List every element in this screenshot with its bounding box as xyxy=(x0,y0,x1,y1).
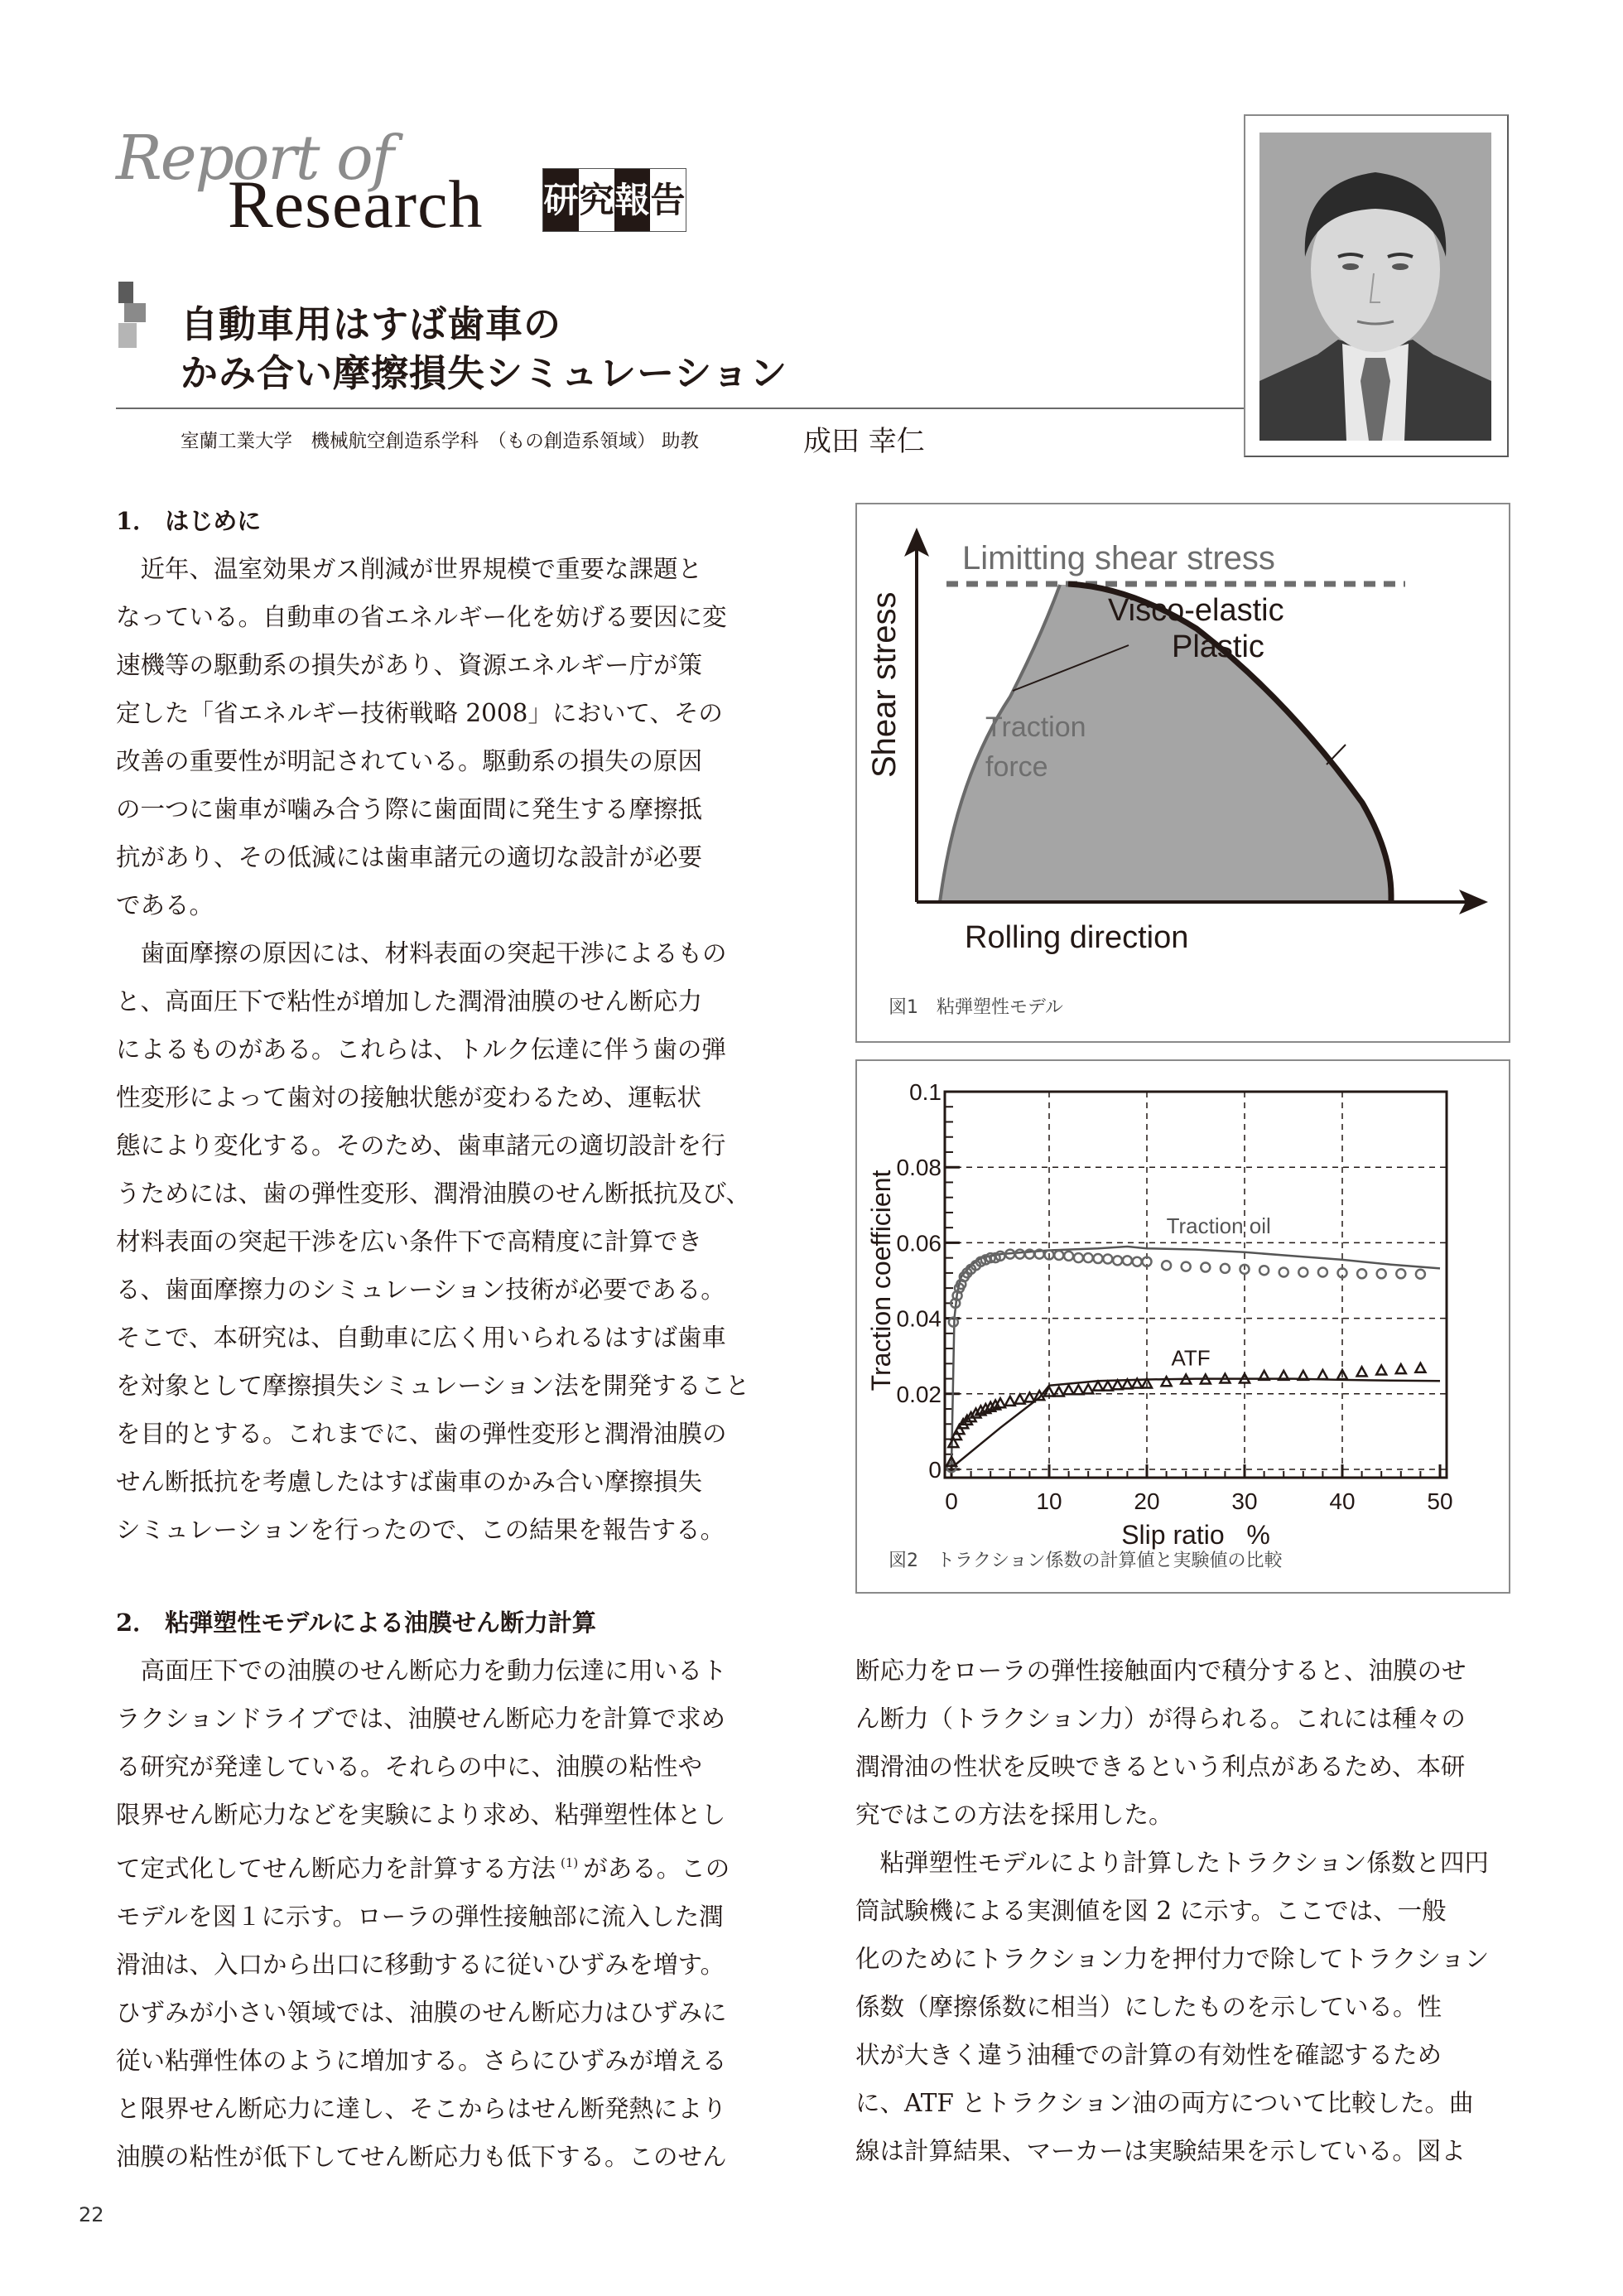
chart-ticks xyxy=(945,1092,1440,1478)
body-line: せん断抵抗を考慮したはすば歯車のかみ合い摩擦損失 xyxy=(116,1468,703,1496)
right-column-section-2 xyxy=(855,1647,1489,2175)
body-text: て定式化してせん断応力を計算する方法 xyxy=(116,1855,556,1883)
data-point-circle xyxy=(1298,1267,1308,1276)
figure-1-diagram xyxy=(857,504,1509,1041)
body-line: ん断力（トラクション力）が得られる。これには種々の xyxy=(855,1705,1466,1733)
body-line: 油膜の粘性が低下してせん断応力も低下する。このせん xyxy=(116,2143,727,2171)
body-text: がある。この xyxy=(583,1855,730,1883)
body-line: 粘弾塑性モデルにより計算したトラクション係数と四円 xyxy=(855,1849,1489,1877)
data-point-circle xyxy=(1133,1257,1142,1266)
plot-frame xyxy=(945,1092,1447,1478)
x-tick-label: 30 xyxy=(1231,1488,1258,1514)
title-line: かみ合い摩擦損失シミュレーション xyxy=(181,351,788,395)
body-line: 改善の重要性が明記されている。駆動系の損失の原因 xyxy=(116,747,703,775)
body-line: 速機等の駆動系の損失があり、資源エネルギー庁が策 xyxy=(116,651,703,679)
left-column-section-2 xyxy=(116,1599,730,2181)
left-column-section-1 xyxy=(116,497,750,1554)
y-tick-label: 0.1 xyxy=(909,1079,942,1105)
page-number: 22 xyxy=(79,2203,104,2226)
y-tick-label: 0.08 xyxy=(896,1155,942,1181)
article-title xyxy=(181,300,787,398)
data-point-circle xyxy=(1162,1261,1171,1270)
badge-char: 報 xyxy=(614,169,650,231)
data-point-circle xyxy=(1054,1251,1063,1260)
body-line: 高面圧下での油膜のせん断応力を動力伝達に用いるト xyxy=(116,1657,727,1685)
author-name: 成田 幸仁 xyxy=(803,425,925,458)
badge-char: 告 xyxy=(650,169,686,231)
body-line: うためには、歯の弾性変形、潤滑油膜のせん断抵抗及び、 xyxy=(116,1179,750,1208)
chart-grid xyxy=(945,1092,1447,1478)
figure-1 xyxy=(855,503,1510,1043)
research-logo-text: Research xyxy=(228,166,484,242)
series-line-atf-calculation- xyxy=(951,1379,1440,1466)
badge-char: 研 xyxy=(543,169,579,231)
data-point-triangle xyxy=(1357,1367,1367,1376)
kenkyu-hokoku-badge xyxy=(542,168,686,232)
section-2-body xyxy=(116,1647,730,1839)
body-line: そこで、本研究は、自動車に広く用いられるはすば歯車 xyxy=(116,1324,726,1352)
visco-elastic-label: Visco-elastic xyxy=(1108,593,1284,628)
body-line: 態により変化する。そのため、歯車諸元の適切設計を行 xyxy=(116,1131,726,1160)
data-point-triangle xyxy=(1083,1384,1093,1393)
data-point-circle xyxy=(1259,1266,1269,1275)
y-tick-label: 0.04 xyxy=(896,1305,942,1332)
y-tick-label: 0.02 xyxy=(896,1381,942,1407)
y-axis-label: Traction coefficient xyxy=(866,1170,896,1392)
y-tick-label: 0.06 xyxy=(896,1230,942,1257)
author-portrait-image xyxy=(1259,133,1491,441)
x-tick-label: 0 xyxy=(945,1488,958,1514)
body-line: 定した「省エネルギー技術戦略 2008」において、その xyxy=(116,699,723,727)
traction-force-label: Traction xyxy=(985,711,1086,743)
section-heading: 1． はじめに xyxy=(116,507,262,535)
title-decoration-square xyxy=(118,323,137,348)
body-line: 近年、温室効果ガス削減が世界規模で重要な課題と xyxy=(116,555,703,583)
body-line: 限界せん断応力などを実験により求め、粘弾塑性体とし xyxy=(116,1801,726,1829)
body-line: と、高面圧下で粘性が増加した潤滑油膜のせん断応力 xyxy=(116,987,703,1015)
data-point-triangle xyxy=(1376,1366,1386,1375)
body-line: モデルを図１に示す。ローラの弾性接触部に流入した潤 xyxy=(116,1903,724,1931)
figure-1-caption: 図1 粘弾塑性モデル xyxy=(889,997,1063,1018)
body-line: 筒試験機による実測値を図 2 に示す。ここでは、一般 xyxy=(855,1897,1447,1925)
figure-2-caption: 図2 トラクション係数の計算値と実験値の比較 xyxy=(889,1551,1283,1571)
y-axis-label: Shear stress xyxy=(866,591,903,778)
body-line: 化のためにトラクション力を押付力で除してトラクション xyxy=(855,1945,1490,1973)
section-2-body-right xyxy=(855,1647,1489,2175)
plastic-leader xyxy=(1327,745,1346,765)
badge-char: 究 xyxy=(579,169,614,231)
body-line: ひずみが小さい領域では、油膜のせん断応力はひずみに xyxy=(116,1999,727,2027)
x-tick-label: 50 xyxy=(1427,1488,1453,1514)
section-1-body xyxy=(116,545,750,1554)
body-line: 滑油は、入口から出口に移動するに従いひずみを増す。 xyxy=(116,1951,725,1979)
data-point-circle xyxy=(1377,1269,1386,1278)
body-line: なっている。自動車の省エネルギー化を妨げる要因に変 xyxy=(116,603,727,631)
body-line: 状が大きく違う油種での計算の有効性を確認するため xyxy=(855,2041,1442,2069)
figure-2 xyxy=(855,1059,1510,1594)
data-point-circle xyxy=(1084,1253,1093,1262)
x-axis-label: Slip ratio % xyxy=(1121,1520,1270,1550)
body-line: 線は計算結果、マーカーは実験結果を示している。図よ xyxy=(855,2137,1466,2165)
traction-oil-annotation: Traction oil xyxy=(1166,1213,1271,1238)
data-point-circle xyxy=(1201,1263,1210,1272)
body-line: 従い粘弾性体のように増加する。さらにひずみが増える xyxy=(116,2047,727,2075)
data-point-triangle xyxy=(1073,1385,1083,1394)
data-point-circle xyxy=(1123,1256,1132,1265)
limiting-shear-stress-label: Limitting shear stress xyxy=(962,540,1275,576)
title-decoration-square xyxy=(118,282,133,303)
body-line: 係数（摩擦係数に相当）にしたものを示している。性 xyxy=(855,1993,1442,2021)
atf-annotation: ATF xyxy=(1171,1345,1211,1371)
data-point-circle xyxy=(1279,1267,1288,1276)
title-decoration-square xyxy=(124,303,146,322)
data-point-triangle xyxy=(1103,1382,1113,1391)
section-2-body-continued xyxy=(116,1893,730,2181)
data-point-circle xyxy=(1094,1254,1103,1263)
section-heading: 2． 粘弾塑性モデルによる油膜せん断力計算 xyxy=(116,1609,596,1637)
reference-mark[interactable]: (1) xyxy=(561,1855,579,1870)
traction-force-label: force xyxy=(985,751,1048,783)
body-line: る研究が発達している。それらの中に、油膜の粘性や xyxy=(116,1753,703,1781)
data-point-triangle xyxy=(1113,1380,1123,1389)
data-point-circle xyxy=(1103,1255,1112,1264)
data-point-circle xyxy=(1074,1253,1083,1262)
author-photo xyxy=(1259,133,1491,441)
data-point-circle xyxy=(1015,1250,1024,1259)
chart-labels xyxy=(897,1079,1453,1514)
body-line: の一つに歯車が噛み合う際に歯面間に発生する摩擦抵 xyxy=(116,795,703,823)
x-tick-label: 10 xyxy=(1036,1488,1062,1514)
traction-coefficient-chart xyxy=(857,1061,1509,1592)
data-point-circle xyxy=(1318,1267,1327,1276)
body-line: る、歯面摩擦力のシミュレーション技術が必要である。 xyxy=(116,1276,725,1304)
body-line: 潤滑油の性状を反映できるという利点があるため、本研 xyxy=(855,1753,1466,1781)
body-line: 究ではこの方法を採用した。 xyxy=(855,1801,1173,1829)
data-point-circle xyxy=(1182,1262,1191,1271)
data-point-triangle xyxy=(1093,1382,1103,1391)
data-point-triangle xyxy=(1317,1370,1327,1379)
body-line: と限界せん断応力に達し、そこからはせん断発熱により xyxy=(116,2095,727,2123)
body-line: に、ATF とトラクション油の両方について比較した。曲 xyxy=(855,2089,1474,2117)
y-tick-label: 0 xyxy=(928,1457,942,1483)
body-line: 性変形によって歯対の接触状態が変わるため、運転状 xyxy=(116,1083,701,1112)
body-line: 断応力をローラの弾性接触面内で積分すると、油膜のせ xyxy=(855,1657,1466,1685)
plastic-label: Plastic xyxy=(1172,629,1264,664)
body-line: 材料表面の突起干渉を広い条件下で高精度に計算でき xyxy=(116,1228,703,1256)
data-point-circle xyxy=(1396,1269,1405,1278)
data-point-triangle xyxy=(1415,1363,1425,1372)
body-line: によるものがある。これらは、トルク伝達に伴う歯の弾 xyxy=(116,1035,726,1064)
traction-force-area xyxy=(940,585,1391,902)
data-point-circle xyxy=(1064,1252,1073,1261)
data-point-triangle xyxy=(1064,1385,1074,1394)
data-point-circle xyxy=(1221,1264,1230,1273)
report-of-logo-text: Report of xyxy=(116,123,393,194)
title-line: 自動車用はすば歯車の xyxy=(181,302,562,346)
body-line: を対象として摩擦損失シミュレーション法を開発すること xyxy=(116,1372,750,1400)
body-line: 抗があり、その低減には歯車諸元の適切な設計が必要 xyxy=(116,843,703,871)
x-axis-label: Rolling direction xyxy=(965,920,1189,955)
data-point-circle xyxy=(1113,1256,1122,1265)
data-point-circle xyxy=(1357,1269,1366,1278)
body-line: シミュレーションを行ったので、この結果を報告する。 xyxy=(116,1516,725,1544)
data-point-circle xyxy=(1416,1270,1425,1279)
x-tick-label: 40 xyxy=(1329,1488,1356,1514)
body-line: である。 xyxy=(116,891,214,919)
x-tick-label: 20 xyxy=(1134,1488,1160,1514)
data-point-triangle xyxy=(1396,1364,1406,1373)
body-line: を目的とする。これまでに、歯の弾性変形と潤滑油膜の xyxy=(116,1420,727,1448)
author-affiliation: 室蘭工業大学 機械航空創造系学科 （もの創造系領域） 助教 xyxy=(181,431,699,452)
title-rule xyxy=(116,408,1244,409)
body-line: 歯面摩擦の原因には、材料表面の突起干渉によるもの xyxy=(116,939,727,967)
body-line: ラクションドライブでは、油膜せん断応力を計算で求め xyxy=(116,1705,726,1733)
body-line xyxy=(116,1839,730,1893)
